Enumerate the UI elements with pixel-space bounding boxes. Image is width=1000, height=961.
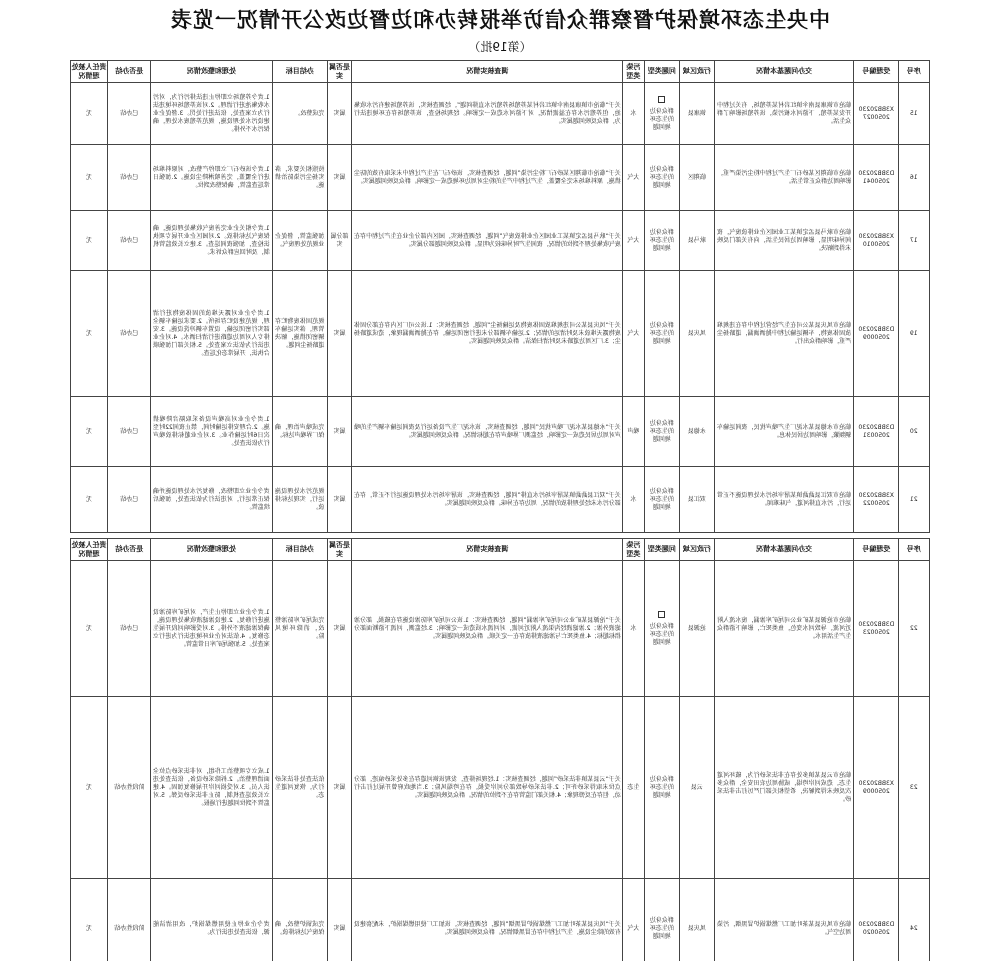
column-header: 调查核实情况 (351, 61, 623, 83)
column-header: 行政区域 (679, 539, 714, 561)
cell-pollution: 大气 (623, 879, 645, 961)
cell-survey: 关于“双江县勐勐镇某屠宰场污水直排”问题，经调查核实，该屠宰场污水处理设施运行不正常，存在部分污水未经处理排放的情况，周边存在异味。群众反映问题属实。 (351, 467, 623, 533)
cell-basic: 临沧市永德县某水泥厂生产噪声扰民，夜间运输车辆频繁，影响周边居民休息。 (714, 397, 853, 467)
cell-goal: 按照相关要求，落实扬尘污染防治措施。 (273, 145, 327, 211)
cell-handle: 责令企业立即整改，修复污水处理设施并确保正常运行，对违法行为依法查处，加强后续监管。 (151, 467, 273, 533)
cell-handle: 1.责令养殖场立即停止违法排污行为，对污水收集池进行清理。2.对该养殖场环境违法行为立案查处，依法进行处罚。3.督促企业建设污水处理设施，规范养殖废水处理，确保污水不外排。 (151, 83, 273, 145)
cell-code: X3BB20230 2050022 (853, 467, 899, 533)
cell-region: 沧源县 (679, 561, 714, 697)
cell-region: 凤庆县 (679, 271, 714, 397)
column-header: 是否属实 (327, 61, 351, 83)
cell-real: 属实 (327, 879, 351, 961)
cell-code: X3BB20230 2050009 (853, 697, 899, 879)
cell-survey: 关于“耿马县孟定镇某工业园区企业排放废气”问题，经调查核实，园区内部分企业在生产过程中存在废气收集处理不到位的情况，夜间生产时异味较为明显。群众反映问题部分属实。 (351, 211, 623, 271)
cell-seq: 24 (899, 879, 930, 961)
cell-type: 群众身边的生态环境问题 (645, 271, 680, 397)
cell-type: 群众身边的生态环境问题 (645, 467, 680, 533)
header-row (71, 539, 930, 561)
cell-basic: 临沧市云县某镇多处存在非法采砂行为，破坏河道生态，造成河岸垮塌，威胁周边农田安全，群众多次反映未得到解决，希望相关部门严厉打击非法采砂。 (714, 697, 853, 879)
cell-code: D3BB20230 2050020 (853, 879, 899, 961)
cell-goal: 完成整改。 (273, 83, 327, 145)
cell-basic: 临沧市耿马县孟定镇某工业园区企业排放废气，夜间异味明显，影响周边居民生活，向有关部门反映未得到解决。 (714, 211, 853, 271)
cell-handle: 1.责令企业对高噪声设备采取隔音降噪措施。2.合理安排运输时间，禁止夜间22时至次日6时运输作业。3.对企业超标排放噪声行为依法查处。 (151, 397, 273, 467)
cell-basic: 临沧市镇康县南伞镇红岩村某养殖场，有关过程中开发某养殖、下游河水被污染，该养殖场影响了群众生活。 (714, 83, 853, 145)
column-header: 交办问题基本情况 (714, 61, 853, 83)
cell-done: 阶段性办结 (107, 697, 150, 879)
cell-region: 镇康县 (679, 83, 714, 145)
cell-pollution: 大气 (623, 271, 645, 397)
cell-real: 属实 (327, 561, 351, 697)
cell-goal: 完成噪声治理，确保厂界噪声达标。 (273, 397, 327, 467)
cell-type: 群众身边的生态环境问题 (645, 879, 680, 961)
cell-handle: 1.责令相关企业完善废气收集处理设施，确保废气达标排放。2.对园区企业开展专项执法检查，加强夜间巡查。3.建立长效监管机制，及时回应群众诉求。 (151, 211, 273, 271)
cell-punish: 无 (71, 145, 108, 211)
cell-done: 阶段性办结 (107, 879, 150, 961)
cell-seq: 20 (899, 397, 930, 467)
cell-punish: 无 (71, 83, 108, 145)
cell-type: 群众身边的生态环境问题 (645, 397, 680, 467)
cell-real: 部分属实 (327, 211, 351, 271)
column-header: 是否属实 (327, 539, 351, 561)
cell-punish: 无 (71, 879, 108, 961)
cell-goal: 完成锅炉整改，确保废气达标排放。 (273, 879, 327, 961)
cell-goal: 规范污水处理设施运行，实现达标排放。 (273, 467, 327, 533)
cell-seq: 15 (899, 83, 930, 145)
column-header: 问题类型 (645, 539, 680, 561)
cell-done: 已办结 (107, 561, 150, 697)
disclosure-table-1 (70, 60, 930, 533)
cell-pollution: 水 (623, 83, 645, 145)
cell-punish: 无 (71, 397, 108, 467)
column-header: 是否办结 (107, 61, 150, 83)
cell-region: 临翔区 (679, 145, 714, 211)
table-row (71, 397, 930, 467)
cell-survey: 关于“凤庆县某茶叶加工厂燃煤锅炉冒黑烟”问题，经调查核实，该加工厂使用燃煤锅炉，未配套建设有效的除尘设施，生产过程中存在冒黑烟情况。群众反映问题属实。 (351, 879, 623, 961)
header-row (71, 61, 930, 83)
cell-punish: 无 (71, 561, 108, 697)
cell-code: D3BB20230 2050009 (853, 271, 899, 397)
table-row (71, 211, 930, 271)
cell-pollution: 生态 (623, 697, 645, 879)
table-row (71, 271, 930, 397)
cell-real: 属实 (327, 397, 351, 467)
cell-seq: 21 (899, 467, 930, 533)
cell-basic: 临沧市凤庆县某公司在生产经营过程中存在违规堆放固体废物，车辆运输过程中抛洒滴漏，道路扬尘严重，影响群众出行。 (714, 271, 853, 397)
disclosure-table-2 (70, 538, 930, 961)
column-header: 受理编号 (853, 539, 899, 561)
cell-pollution: 水 (623, 467, 645, 533)
column-header: 交办问题基本情况 (714, 539, 853, 561)
cell-basic: 临沧市沧源县某矿业公司尾矿库渗漏，废水流入附近河流，导致河水变色，鱼类死亡，影响下游群众生产生活用水。 (714, 561, 853, 697)
cell-pollution: 大气 (623, 211, 645, 271)
cell-basic: 临沧市临翔区某砂石厂生产过程中粉尘污染严重，影响周边群众正常生活。 (714, 145, 853, 211)
column-header: 污染类型 (623, 539, 645, 561)
cell-survey: 关于“云县某镇非法采砂”问题，经调查核实：1.经现场排查，发现该镇河道存在多处采砂痕迹，部分点位未取得采砂许可；2.非法采砂导致部分河岸受损，存在垮塌风险；3.当地政府曾开展过打击行动，但存在反弹现象；4.相关部门监管存在不到位的情况。群众反映问题属实。 (351, 697, 623, 879)
cell-type: 群众身边的生态环境问题 (645, 145, 680, 211)
column-header: 受理编号 (853, 61, 899, 83)
cell-done: 已办结 (107, 271, 150, 397)
cell-region: 耿马县 (679, 211, 714, 271)
column-header: 是否办结 (107, 539, 150, 561)
checkbox-icon (658, 96, 665, 103)
cell-goal: 规范固体废物贮存管理，落实运输车辆密闭措施，解决道路扬尘问题。 (273, 271, 327, 397)
column-header: 办结目标 (273, 61, 327, 83)
cell-pollution: 噪声 (623, 397, 645, 467)
cell-handle: 1.责令企业对露天堆放的固体废物进行清理，规范建设贮存场所。2.要求运输车辆全部实行密闭运输，设置车辆冲洗设施。3.安排专人对周边道路进行清扫洒水。4.对企业违法行为依法立案查处。5.相关部门加强联合执法，开展常态化巡查。 (151, 271, 273, 397)
cell-code: X3BB20230 2050010 (853, 211, 899, 271)
cell-type: 群众身边的生态环境问题 (645, 83, 680, 145)
cell-done: 已办结 (107, 467, 150, 533)
cell-real: 属实 (327, 145, 351, 211)
table-row (71, 697, 930, 879)
cell-real: 属实 (327, 697, 351, 879)
column-header: 序号 (899, 61, 930, 83)
cell-region: 云县 (679, 697, 714, 879)
cell-done: 已办结 (107, 211, 150, 271)
cell-survey: 关于“永德县某水泥厂噪声扰民”问题，经调查核实，该水泥厂生产设备运行及夜间运输车辆产生的噪声对周边居民造成一定影响，经监测厂界噪声存在超标情况。群众反映问题属实。 (351, 397, 623, 467)
table-row (71, 145, 930, 211)
column-header: 责任人被处理情况 (71, 539, 108, 561)
column-header: 责任人被处理情况 (71, 61, 108, 83)
cell-punish: 无 (71, 467, 108, 533)
column-header: 序号 (899, 539, 930, 561)
cell-seq: 22 (899, 561, 930, 697)
cell-done: 已办结 (107, 83, 150, 145)
page-title: 中央生态环境保护督察群众信访举报转办和边督边改公开情况一览表 (170, 7, 830, 32)
cell-survey: 关于“临沧市镇康县南伞镇红岩村某养殖场养殖污水直排问题”，经调查核实，该养殖场建有污水收集池，但养殖污水存在溢流情况，对下游河水造成一定影响。经现场检查，该养殖场存在环境违法行为，群众反映问题属实。 (351, 83, 623, 145)
cell-handle: 1.成立专项整治工作组，对非法采砂点位全面清理整治。2.拆除采砂设备，依法查处违法人员。3.对受损河岸开展修复加固。4.建立长效巡查机制，防止非法采砂反弹。5.对监管不到位问题进行通报。 (151, 697, 273, 879)
cell-code: D3BB20230 2050031 (853, 397, 899, 467)
table-row (71, 561, 930, 697)
cell-handle: 责令企业停止使用燃煤锅炉，改用清洁能源，依法查处违法行为。 (151, 879, 273, 961)
cell-seq: 19 (899, 271, 930, 397)
column-header: 处理和整改情况 (151, 61, 273, 83)
cell-basic: 临沧市双江县勐勐镇某屠宰场污水处理设施不正常运行，污水直排河道，气味难闻。 (714, 467, 853, 533)
cell-survey: 关于“沧源县某矿业公司尾矿库渗漏”问题，经调查核实：1.该公司尾矿库防渗设施存在破损，部分渗滤液外渗；2.渗滤液经沟渠流入附近河流，对河流水质造成一定影响；3.经监测，河流下游断面部分指标超标；4.鱼类死亡与渗滤液排放存在一定关联。群众反映问题属实。 (351, 561, 623, 697)
column-header: 处理和整改情况 (151, 539, 273, 561)
cell-region: 凤庆县 (679, 879, 714, 961)
cell-survey: 关于“凤庆县某公司违规堆放固体废物及运输扬尘”问题，经调查核实：1.该公司厂区内存在部分固体废物露天堆放未及时清运的情况；2.运输车辆部分未进行密闭运输，存在抛洒滴漏现象，造成道路扬尘；3.厂区周边道路未及时清扫保洁。群众反映问题属实。 (351, 271, 623, 397)
cell-real: 属实 (327, 83, 351, 145)
cell-punish: 无 (71, 211, 108, 271)
cell-handle: 1.责令该砂石厂立即停产整改，对原料堆场进行全覆盖，完善喷淋降尘设施。2.加强日常巡查监管，确保整改到位。 (151, 145, 273, 211)
cell-punish: 无 (71, 697, 108, 879)
table-row (71, 879, 930, 961)
cell-seq: 17 (899, 211, 930, 271)
cell-code: D3BB20230 2050041 (853, 145, 899, 211)
cell-type: 群众身边的生态环境问题 (645, 697, 680, 879)
checkbox-icon (658, 611, 665, 618)
cell-goal: 加强监管，督促企业规范处理废气。 (273, 211, 327, 271)
cell-goal: 依法查处非法采砂行为，恢复河道生态。 (273, 697, 327, 879)
cell-punish: 无 (71, 271, 108, 397)
cell-seq: 23 (899, 697, 930, 879)
cell-type: 群众身边的生态环境问题 (645, 561, 680, 697)
cell-real: 属实 (327, 467, 351, 533)
cell-region: 永德县 (679, 397, 714, 467)
cell-basic: 临沧市凤庆县某茶叶加工厂燃煤锅炉冒黑烟，污染周边空气。 (714, 879, 853, 961)
cell-code: D3BB20230 2050023 (853, 561, 899, 697)
column-header: 行政区域 (679, 61, 714, 83)
cell-real: 属实 (327, 271, 351, 397)
cell-goal: 完成尾矿库防渗整改，消除环境风险。 (273, 561, 327, 697)
column-header: 污染类型 (623, 61, 645, 83)
cell-code: X3BB20230 2050027 (853, 83, 899, 145)
table-row (71, 467, 930, 533)
cell-survey: 关于“临沧市临翔区某砂石厂粉尘污染”问题，经调查核实，该砂石厂在生产过程中未采取有效的防尘措施，原料堆场未完全覆盖，生产过程中产生的粉尘对周边环境造成一定影响。群众反映问题属实。 (351, 145, 623, 211)
cell-region: 双江县 (679, 467, 714, 533)
cell-handle: 1.责令企业立即停止生产，对尾矿库防渗设施进行修复。2.建设渗滤液收集处理设施，确保渗滤液不外排。3.对受影响河段开展生态修复。4.依法对企业环境违法行为进行立案查处。5.加强尾矿库日常监管。 (151, 561, 273, 697)
table-row (71, 83, 930, 145)
cell-seq: 16 (899, 145, 930, 211)
column-header: 办结目标 (273, 539, 327, 561)
column-header: 调查核实情况 (351, 539, 623, 561)
column-header: 问题类型 (645, 61, 680, 83)
cell-type: 群众身边的生态环境问题 (645, 211, 680, 271)
cell-done: 已办结 (107, 145, 150, 211)
cell-done: 已办结 (107, 397, 150, 467)
cell-pollution: 水 (623, 561, 645, 697)
cell-pollution: 大气 (623, 145, 645, 211)
page-subtitle: （第19批） (468, 40, 532, 54)
